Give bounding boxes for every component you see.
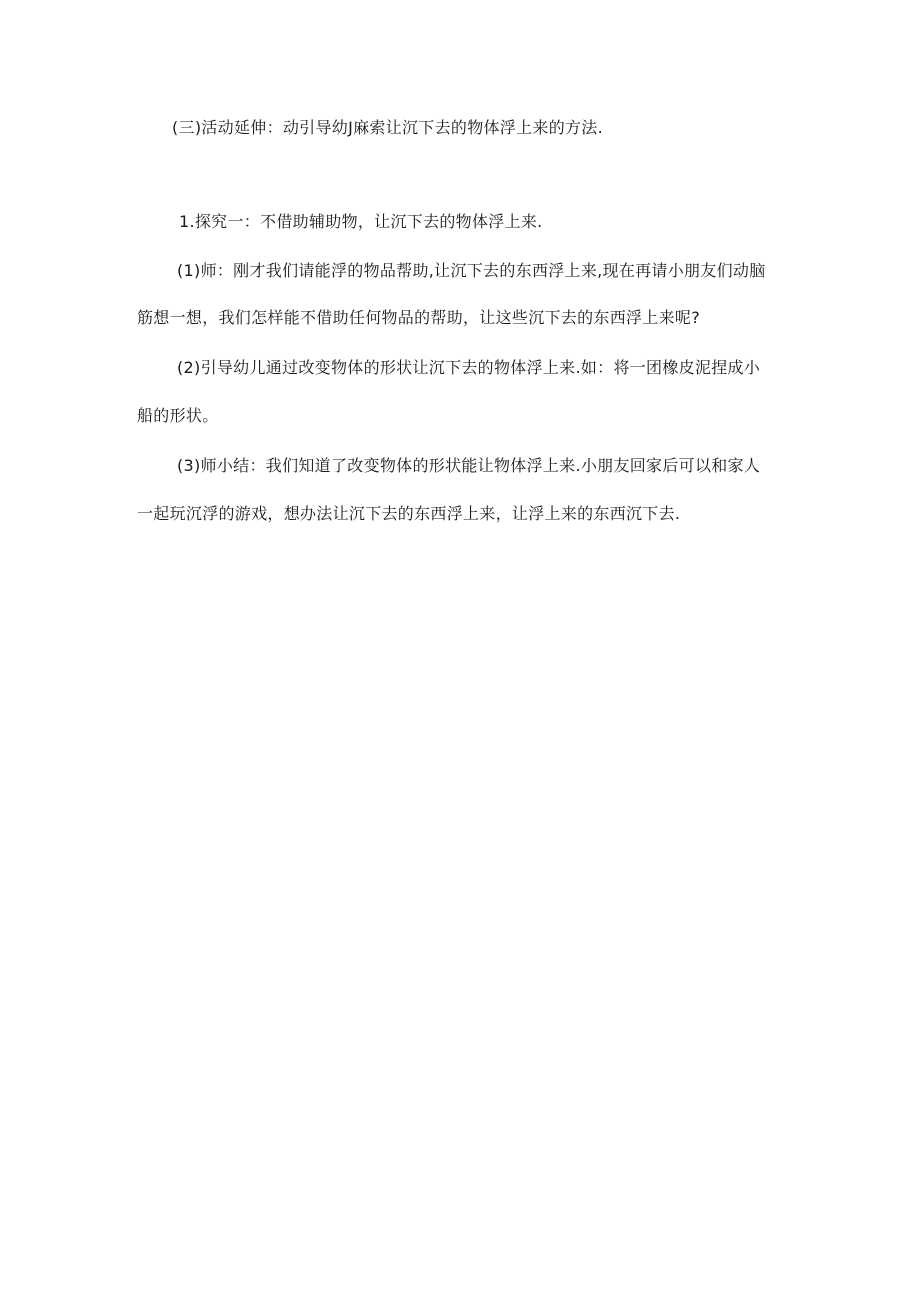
- paragraph-3-line-1: (3)师小结：我们知道了改变物体的形状能让物体浮上来.小朋友回家后可以和家人: [177, 456, 761, 475]
- section-heading: (三)活动延伸：动引导幼J麻索让沉下去的物体浮上来的方法.: [172, 118, 603, 137]
- paragraph-1-line-2: 筋想一想，我们怎样能不借助任何物品的帮助，让这些沉下去的东西浮上来呢?: [137, 308, 700, 327]
- paragraph-2-line-2: 船的形状。: [137, 406, 219, 425]
- paragraph-1-line-1: (1)师：刚才我们请能浮的物品帮助,让沉下去的东西浮上来,现在再请小朋友们动脑: [177, 261, 766, 280]
- paragraph-3-line-2: 一起玩沉浮的游戏，想办法让沉下去的东西浮上来，让浮上来的东西沉下去.: [137, 504, 681, 523]
- paragraph-2-line-1: (2)引导幼儿通过改变物体的形状让沉下去的物体浮上来.如：将一团橡皮泥捏成小: [177, 358, 761, 377]
- subsection-heading: 1.探究一：不借助辅助物，让沉下去的物体浮上来.: [179, 212, 543, 231]
